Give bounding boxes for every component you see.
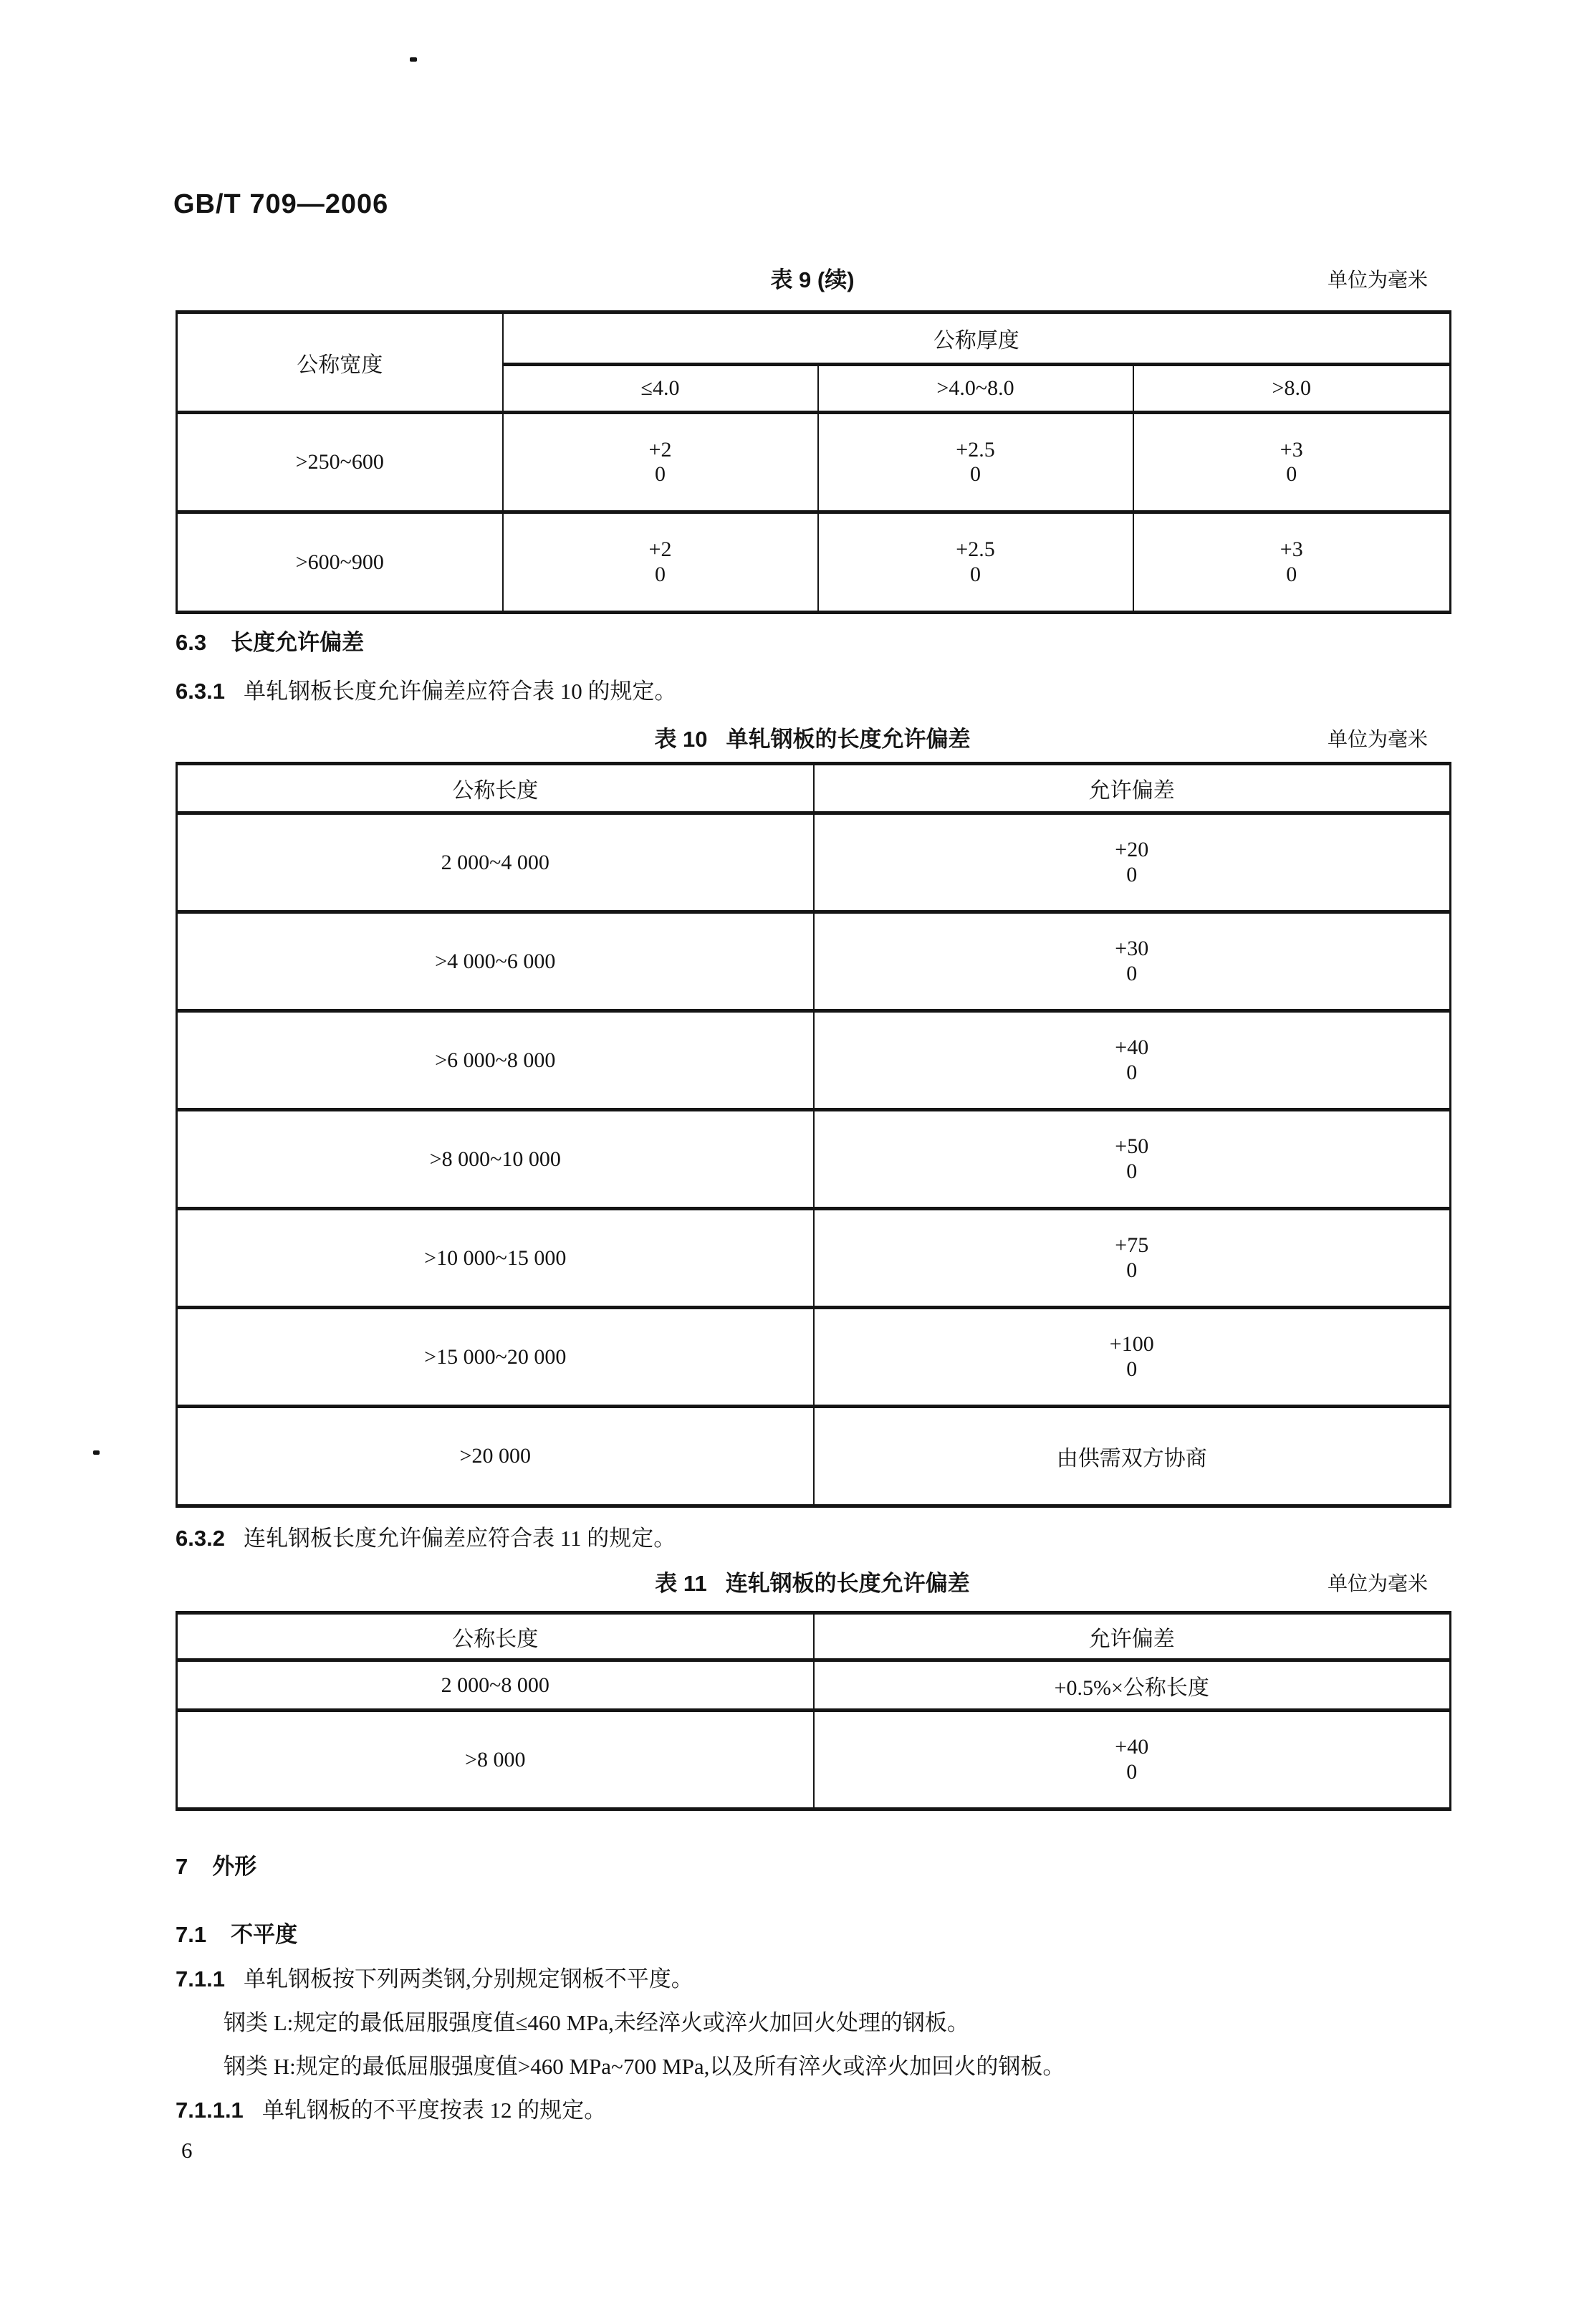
table10-deviation-cell: [814, 1308, 1451, 1407]
table10: [176, 762, 1451, 1508]
table9-thickness-col-cell: ≤4.0: [503, 365, 818, 413]
table10-data-row: [177, 912, 1451, 1011]
table10-data-row: [177, 1308, 1451, 1407]
table11-deviation-cell: [814, 1711, 1451, 1809]
table9-width-range-cell: >250~600: [177, 413, 503, 512]
tolerance-zero: 0: [1286, 462, 1297, 486]
tolerance-stack: [1115, 1134, 1148, 1184]
table9-tolerance-cell: [818, 512, 1133, 613]
table11-length-cell: 2 000~8 000: [177, 1660, 814, 1711]
table10-deviation-cell: [814, 912, 1451, 1011]
tolerance-plus: +40: [1115, 1735, 1149, 1759]
table9-caption-row: [176, 262, 1449, 293]
tolerance-zero: 0: [1126, 1759, 1138, 1784]
tolerance-stack: [1115, 937, 1148, 986]
table11-caption-row: [176, 1565, 1449, 1597]
clause-number: 7.1.1: [176, 1966, 225, 1991]
clause-6-3-1: [176, 678, 676, 706]
tolerance-stack: [649, 438, 672, 487]
table10-length-cell: >8 000~10 000: [177, 1110, 814, 1209]
table9-thickness-header-cell: 公称厚度: [503, 312, 1451, 365]
section-7-1-heading: [176, 1921, 297, 1949]
tolerance-plus: +3: [1280, 537, 1303, 561]
table10-deviation-cell: [814, 1110, 1451, 1209]
tolerance-plus: +2: [648, 537, 672, 561]
tolerance-zero: 0: [1126, 1357, 1138, 1381]
tolerance-zero: 0: [1126, 862, 1138, 886]
table10-length-cell: >15 000~20 000: [177, 1308, 814, 1407]
table11-length-header-cell: 公称长度: [177, 1613, 814, 1660]
table9-tolerance-cell: [1133, 413, 1451, 512]
clause-number: 6.3.1: [176, 679, 225, 704]
table10-length-cell: >10 000~15 000: [177, 1209, 814, 1308]
table11-caption-label: 表 11: [655, 1571, 707, 1596]
table10-deviation-cell: 由供需双方协商: [814, 1407, 1451, 1506]
tolerance-stack: [1115, 1735, 1148, 1784]
doc-number: GB/T 709—2006: [173, 189, 389, 219]
section-title: 不平度: [231, 1922, 298, 1947]
table11-deviation-cell: +0.5%×公称长度: [814, 1660, 1451, 1711]
section-6-3-heading: [176, 629, 364, 657]
tolerance-plus: +2.5: [956, 537, 995, 561]
table10-deviation-cell: [814, 813, 1451, 912]
tolerance-plus: +75: [1115, 1233, 1149, 1257]
tolerance-zero: 0: [1126, 1258, 1138, 1282]
table9-width-range-cell: >600~900: [177, 512, 503, 613]
tolerance-plus: +2: [648, 437, 672, 462]
table9-unit-note: 单位为毫米: [1327, 269, 1428, 292]
table11: [176, 1611, 1451, 1811]
table10-caption-title: 单轧钢板的长度允许偏差: [726, 727, 971, 752]
table11-unit-note: 单位为毫米: [1327, 1573, 1428, 1595]
section-title: 外形: [212, 1854, 257, 1879]
table10-length-cell: >20 000: [177, 1407, 814, 1506]
table9-tolerance-cell: [1133, 512, 1451, 613]
table9-data-row: [177, 413, 1451, 512]
tolerance-stack: [1280, 537, 1303, 587]
page-number: 6: [181, 2138, 193, 2163]
table10-caption-row: [176, 721, 1449, 752]
table11-length-cell: >8 000: [177, 1711, 814, 1809]
table10-length-cell: >4 000~6 000: [177, 912, 814, 1011]
tolerance-plus: +2.5: [956, 437, 995, 462]
table9: [176, 310, 1451, 614]
tolerance-zero: 0: [1286, 562, 1297, 586]
table10-deviation-cell: [814, 1011, 1451, 1110]
table10-unit-note: 单位为毫米: [1327, 729, 1428, 751]
tolerance-plus: +30: [1115, 937, 1149, 960]
table9-thickness-col-cell: >4.0~8.0: [818, 365, 1133, 413]
table10-length-cell: 2 000~4 000: [177, 813, 814, 912]
table10-deviation-header-cell: 允许偏差: [814, 764, 1451, 813]
section-number: 6.3: [176, 630, 207, 655]
tolerance-stack: [1115, 1036, 1148, 1085]
table10-data-row: [177, 1011, 1451, 1110]
tolerance-zero: 0: [1126, 961, 1138, 985]
table10-length-header-cell: 公称长度: [177, 764, 814, 813]
section-number: 7.1: [176, 1922, 207, 1947]
scan-artifact-dot: [410, 57, 417, 62]
section-number: 7: [176, 1854, 188, 1879]
tolerance-stack: [956, 438, 994, 487]
tolerance-plus: +40: [1115, 1036, 1149, 1059]
table11-deviation-header-cell: 允许偏差: [814, 1613, 1451, 1660]
table10-data-row: [177, 1407, 1451, 1506]
tolerance-zero: 0: [969, 562, 981, 586]
table9-width-header-cell: 公称宽度: [177, 312, 503, 413]
table10-data-row: [177, 813, 1451, 912]
table9-tolerance-cell: [818, 413, 1133, 512]
tolerance-stack: [1115, 838, 1148, 887]
table9-data-row: [177, 512, 1451, 613]
tolerance-plus: +20: [1115, 838, 1149, 861]
steel-class-l-line: 钢类 L:规定的最低屈服强度值≤460 MPa,未经淬火或淬火加回火处理的钢板。: [224, 2010, 969, 2035]
table9-header-row-1: [177, 312, 1451, 365]
table11-data-row: [177, 1711, 1451, 1809]
table11-caption: [176, 1565, 1449, 1597]
scan-artifact-dot: [93, 1450, 100, 1455]
tolerance-zero: 0: [969, 462, 981, 486]
tolerance-plus: +100: [1109, 1332, 1154, 1356]
clause-text: 连轧钢板长度允许偏差应符合表 11 的规定。: [243, 1526, 676, 1551]
clause-7-1-1: [176, 1966, 693, 1994]
table10-data-row: [177, 1110, 1451, 1209]
table11-data-row: [177, 1660, 1451, 1711]
table10-caption-label: 表 10: [654, 727, 708, 752]
tolerance-stack: [649, 537, 672, 587]
tolerance-zero: 0: [1126, 1060, 1138, 1084]
tolerance-stack: [1110, 1332, 1154, 1382]
section-title: 长度允许偏差: [231, 630, 365, 655]
tolerance-stack: [956, 537, 994, 587]
table9-tolerance-cell: [503, 413, 818, 512]
table9-caption: [176, 262, 1449, 294]
tolerance-zero: 0: [654, 562, 666, 586]
steel-class-h-line: 钢类 H:规定的最低屈服强度值>460 MPa~700 MPa,以及所有淬火或淬火加回火的钢板。: [224, 2054, 1065, 2079]
table10-length-cell: >6 000~8 000: [177, 1011, 814, 1110]
clause-7-1-1-1: [176, 2097, 606, 2125]
table10-header-row: [177, 764, 1451, 813]
tolerance-stack: [1115, 1233, 1148, 1283]
table9-tolerance-cell: [503, 512, 818, 613]
tolerance-stack: [1280, 438, 1303, 487]
table10-data-row: [177, 1209, 1451, 1308]
tolerance-plus: +3: [1280, 437, 1303, 462]
table9-thickness-col-cell: >8.0: [1133, 365, 1451, 413]
table10-deviation-cell: [814, 1209, 1451, 1308]
table10-caption: [176, 721, 1449, 753]
tolerance-zero: 0: [654, 462, 666, 486]
table9-caption-label: 表 9 (续): [770, 267, 855, 292]
clause-number: 7.1.1.1: [176, 2098, 244, 2123]
clause-text: 单轧钢板按下列两类钢,分别规定钢板不平度。: [243, 1966, 693, 1991]
clause-text: 单轧钢板长度允许偏差应符合表 10 的规定。: [243, 679, 677, 704]
tolerance-plus: +50: [1115, 1134, 1149, 1158]
table11-header-row: [177, 1613, 1451, 1660]
section-7-heading: [176, 1853, 256, 1881]
tolerance-zero: 0: [1126, 1159, 1138, 1183]
clause-number: 6.3.2: [176, 1526, 225, 1551]
clause-6-3-2: [176, 1525, 676, 1553]
clause-text: 单轧钢板的不平度按表 12 的规定。: [261, 2098, 607, 2123]
table11-caption-title: 连轧钢板的长度允许偏差: [725, 1571, 970, 1596]
